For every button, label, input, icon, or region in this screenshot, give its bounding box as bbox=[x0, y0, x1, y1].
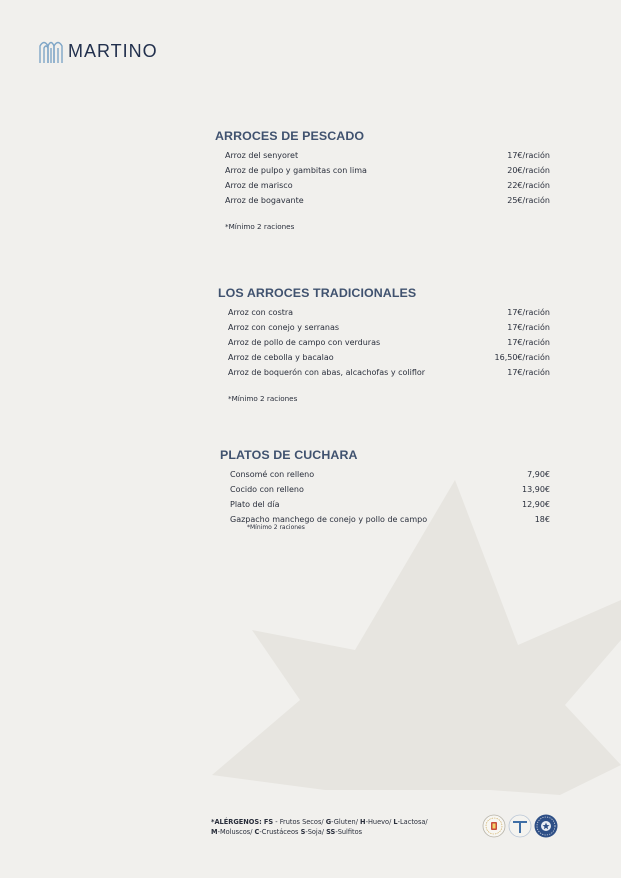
allergens-heading: *ALÉRGENOS: bbox=[211, 818, 262, 826]
item-price: 17€/ración bbox=[507, 368, 550, 377]
item-price: 7,90€ bbox=[527, 470, 550, 479]
item-price: 17€/ración bbox=[507, 308, 550, 317]
item-name: Plato del día bbox=[230, 500, 280, 509]
brand-logo bbox=[38, 38, 158, 64]
allergen-code: S bbox=[300, 828, 306, 836]
allergen-code: C bbox=[254, 828, 260, 836]
item-price: 22€/ración bbox=[507, 181, 550, 190]
menu-item bbox=[230, 482, 550, 497]
allergen-code: G bbox=[325, 818, 332, 826]
item-name: Arroz de bogavante bbox=[225, 196, 304, 205]
allergen-label: - Frutos Secos/ bbox=[273, 818, 326, 826]
allergen-code: SS bbox=[326, 828, 336, 836]
menu-section-platos-cuchara bbox=[220, 448, 550, 531]
allergen-label: -Crustáceos bbox=[259, 828, 301, 836]
item-name: Arroz de boquerón con abas, alcachofas y coliflor bbox=[228, 368, 426, 377]
item-note: *Mínimo 2 raciones bbox=[247, 524, 305, 531]
menu-section-arroces-tradicionales bbox=[218, 286, 550, 403]
item-price: 13,90€ bbox=[522, 485, 550, 494]
item-price: 18€ bbox=[534, 515, 550, 524]
item-name: Arroz de cebolla y bacalao bbox=[228, 353, 334, 362]
section-note: *Mínimo 2 raciones bbox=[228, 394, 298, 403]
section-note: *Mínimo 2 raciones bbox=[225, 222, 295, 231]
allergen-label: -Soja/ bbox=[305, 828, 327, 836]
section-title: ARROCES DE PESCADO bbox=[215, 129, 365, 143]
item-name: Cocido con relleno bbox=[230, 485, 304, 494]
menu-item bbox=[230, 497, 550, 512]
menu-item bbox=[228, 335, 550, 350]
section-title: PLATOS DE CUCHARA bbox=[220, 448, 358, 462]
item-name: Arroz con costra bbox=[228, 308, 294, 317]
item-list bbox=[215, 148, 550, 208]
item-price: 25€/ración bbox=[507, 196, 550, 205]
menu-item bbox=[228, 305, 550, 320]
item-name: Arroz de pulpo y gambitas con lima bbox=[225, 166, 367, 175]
item-name: Arroz de marisco bbox=[225, 181, 293, 190]
item-name: Arroz de pollo de campo con verduras bbox=[228, 338, 381, 347]
allergen-label: -Sulfitos bbox=[335, 828, 363, 836]
allergens-line-1 bbox=[211, 817, 428, 827]
allergens-legend bbox=[211, 817, 428, 837]
menu-item bbox=[228, 320, 550, 335]
allergen-code: H bbox=[360, 818, 366, 826]
arches-logo-icon bbox=[38, 38, 64, 64]
menu-item bbox=[230, 512, 550, 531]
menu-item bbox=[225, 178, 550, 193]
round-seal-icon bbox=[482, 814, 506, 838]
item-name: Arroz del senyoret bbox=[225, 151, 299, 160]
allergen-code: L bbox=[393, 818, 398, 826]
blue-star-seal-icon bbox=[534, 814, 558, 838]
allergen-label: -Gluten/ bbox=[331, 818, 361, 826]
menu-item bbox=[230, 467, 550, 482]
item-name: Consomé con relleno bbox=[230, 470, 315, 479]
item-price: 17€/ración bbox=[507, 338, 550, 347]
menu-item bbox=[225, 148, 550, 163]
item-price: 12,90€ bbox=[522, 500, 550, 509]
item-price: 17€/ración bbox=[507, 323, 550, 332]
allergen-label: -Moluscos/ bbox=[217, 828, 255, 836]
allergen-code: M bbox=[211, 828, 218, 836]
allergen-label: -Lactosa/ bbox=[397, 818, 428, 826]
item-price: 20€/ración bbox=[507, 166, 550, 175]
allergen-label: -Huevo/ bbox=[365, 818, 394, 826]
menu-item bbox=[228, 350, 550, 365]
item-list bbox=[218, 305, 550, 380]
item-price: 17€/ración bbox=[507, 151, 550, 160]
menu-section-arroces-pescado bbox=[215, 129, 550, 231]
item-name: Gazpacho manchego de conejo y pollo de campo bbox=[230, 515, 428, 524]
menu-item bbox=[225, 193, 550, 208]
t-emblem-icon bbox=[508, 814, 532, 838]
section-title: LOS ARROCES TRADICIONALES bbox=[218, 286, 417, 300]
item-list bbox=[220, 467, 550, 531]
item-name-block bbox=[230, 512, 427, 531]
brand-name: MARTINO bbox=[68, 40, 158, 61]
certification-badges bbox=[482, 814, 558, 838]
menu-item bbox=[228, 365, 550, 380]
item-name: Arroz con conejo y serranas bbox=[228, 323, 340, 332]
allergen-code: FS bbox=[263, 818, 274, 826]
allergens-line-2 bbox=[211, 827, 428, 837]
menu-item bbox=[225, 163, 550, 178]
item-price: 16,50€/ración bbox=[494, 353, 550, 362]
